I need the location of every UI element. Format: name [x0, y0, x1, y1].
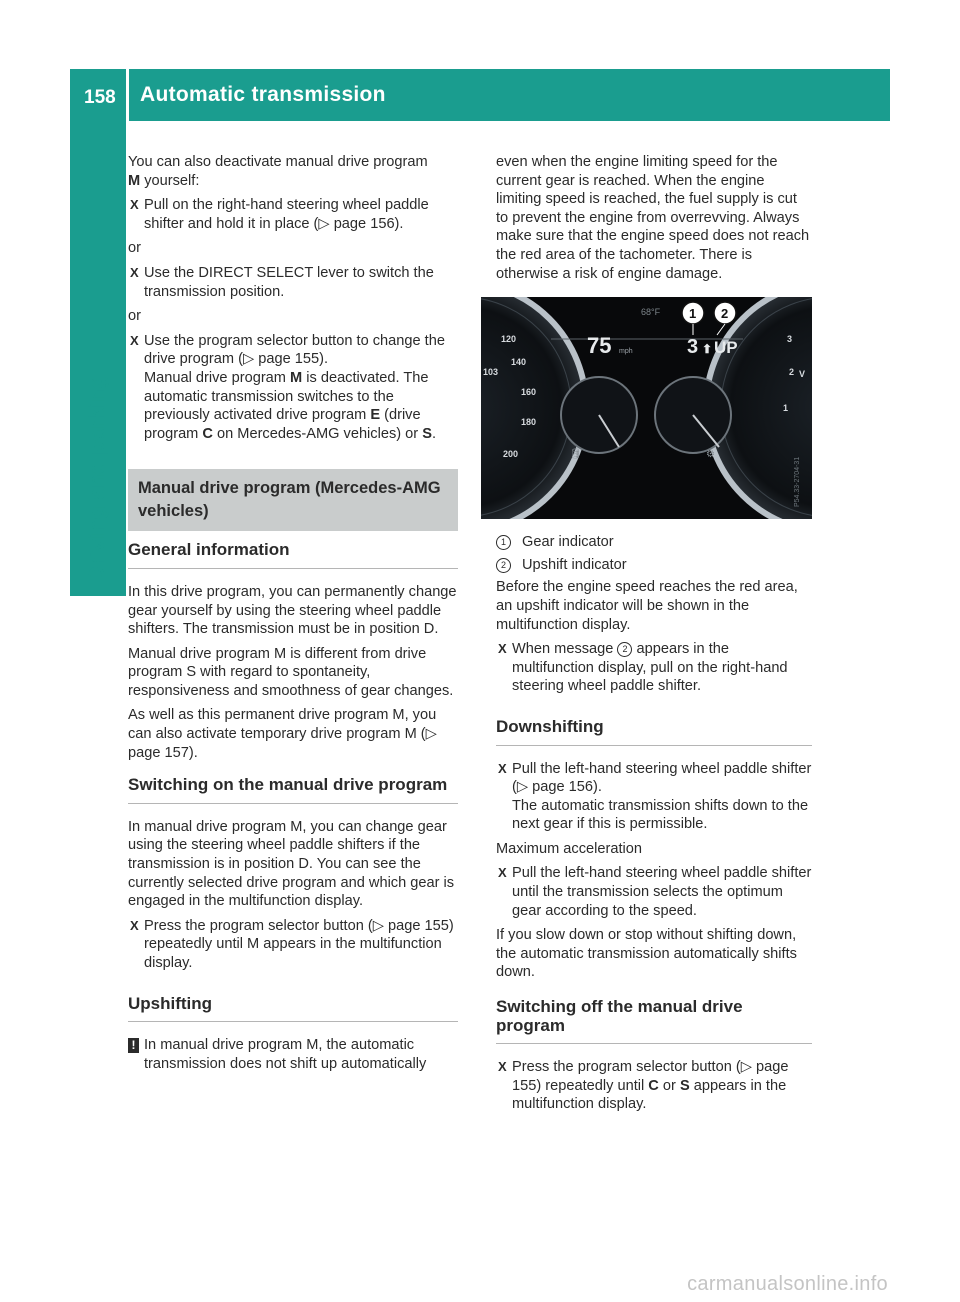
right-column [483, 153, 812, 1120]
svg-text:140: 140 [511, 357, 527, 368]
maximum-acceleration-label: Maximum acceleration [496, 840, 642, 857]
cluster-arrow-up-icon: ⬆ [702, 342, 713, 357]
left-column [128, 153, 458, 1073]
header-divider [126, 69, 129, 121]
cluster-speed: 75 [587, 333, 612, 359]
heading-downshifting: Downshifting [496, 718, 812, 746]
warning-icon: ! [128, 1038, 139, 1053]
step-paddle: X Pull on the right-hand steering wheel paddle shifter and hold it in place (▷ page 156). [128, 196, 458, 233]
legend-gear-indicator: 1 Gear indicator [496, 533, 812, 552]
cluster-illustration [481, 297, 812, 519]
cluster-image-code: P54.33-2704-31 [794, 456, 801, 508]
slow-down-paragraph: If you slow down or stop without shifting down, the automatic transmission automatically shifts down. [496, 927, 797, 981]
switch-on-paragraph: In manual drive program M, you can change gear using the steering wheel paddle shifters if the transmission is in position D. You can see the currently selected drive program and which gear is engaged in the multifunction display. [128, 818, 455, 910]
before-paragraph: Before the engine speed reaches the red area, an upshift indicator will be shown in the multifunction display. [496, 579, 798, 633]
page-title: Automatic transmission [140, 83, 386, 106]
step-press-selector: X Press the program selector button (▷ page 155) repeatedly until M appears in the multifunction display. [128, 917, 458, 973]
step-max-acceleration: X Pull the left-hand steering wheel paddle shifter until the transmission selects the optimum gear according to the speed. [496, 864, 812, 920]
svg-text:2: 2 [789, 367, 795, 378]
watermark: carmanualsonline.info [687, 1273, 888, 1296]
step-direct-select: X Use the DIRECT SELECT lever to switch the transmission position. [128, 264, 458, 301]
svg-text:160: 160 [521, 387, 537, 398]
step-pull-left-paddle: X Pull the left-hand steering wheel paddle shifter (▷ page 156). The automatic transmission shifts down to the next gear if this is permissible. [496, 760, 812, 834]
general-paragraph-2: Manual drive program M is different from drive program S with regard to spontaneity, responsiveness and smoothness of gear changes. [128, 645, 454, 699]
svg-text:120: 120 [501, 334, 517, 345]
page-header [70, 69, 890, 121]
heading-upshifting: Upshifting [128, 995, 458, 1023]
general-paragraph-3: As well as this permanent drive program M, you can also activate temporary drive program M (▷ page 157). [128, 707, 437, 761]
step-when-message: X When message 2 appears in the multifunction display, pull on the right-hand steering wheel paddle shifter. [496, 640, 812, 696]
heading-switching-off: Switching off the manual drive program [496, 998, 812, 1044]
engine-icon: ⚙ [706, 449, 715, 461]
instrument-cluster-image [481, 297, 812, 519]
step-program-button: X Use the program selector button to change the drive program (▷ page 155). Manual drive program M is deactivated. The automatic transmission switches to the previously activated drive program E (drive program C on Mercedes-AMG vehicles) or S. [128, 332, 458, 444]
callout-2: 2 [721, 306, 729, 322]
or-text: or [128, 308, 141, 325]
oil-icon: 🛢 [569, 449, 582, 461]
svg-text:V: V [799, 369, 806, 380]
svg-text:180: 180 [521, 417, 537, 428]
section-title: Manual drive program (Mercedes-AMG vehicles) [128, 469, 458, 531]
page-number: 158 [84, 87, 116, 108]
sidebar-label: Driving and parking [84, 375, 109, 582]
svg-text:200: 200 [503, 449, 519, 460]
svg-text:103: 103 [483, 367, 499, 378]
svg-text:3: 3 [787, 334, 793, 345]
step-switch-off: X Press the program selector button (▷ page 155) repeatedly until C or S appears in the multifunction display. [496, 1058, 812, 1114]
cluster-temperature: 68°F [641, 307, 661, 318]
cluster-upshift: UP [714, 338, 738, 358]
legend-upshift-indicator: 2 Upshift indicator [496, 556, 812, 575]
cluster-speed-unit: mph [619, 348, 633, 356]
cluster-gear: 3 [687, 336, 699, 359]
general-paragraph-1: In this drive program, you can permanently change gear yourself by using the steering wheel paddle shifters. The transmission must be in position D. [128, 583, 457, 638]
continuation-paragraph: even when the engine limiting speed for the current gear is reached. When the engine limiting speed is reached, the fuel supply is cut to prevent the engine from overrevving. Always make sure that the engine speed does not reach the red area of the tachometer. There is otherwise a risk of engine damage. [496, 154, 810, 282]
intro-paragraph: You can also deactivate manual drive program M yourself: [128, 154, 428, 189]
heading-general-information: General information [128, 541, 458, 569]
warning-note: ! In manual drive program M, the automatic transmission does not shift up automatically [128, 1036, 458, 1073]
callout-1: 1 [689, 306, 697, 322]
heading-switching-on: Switching on the manual drive program [128, 776, 458, 804]
or-text: or [128, 240, 141, 257]
svg-text:1: 1 [783, 403, 789, 414]
